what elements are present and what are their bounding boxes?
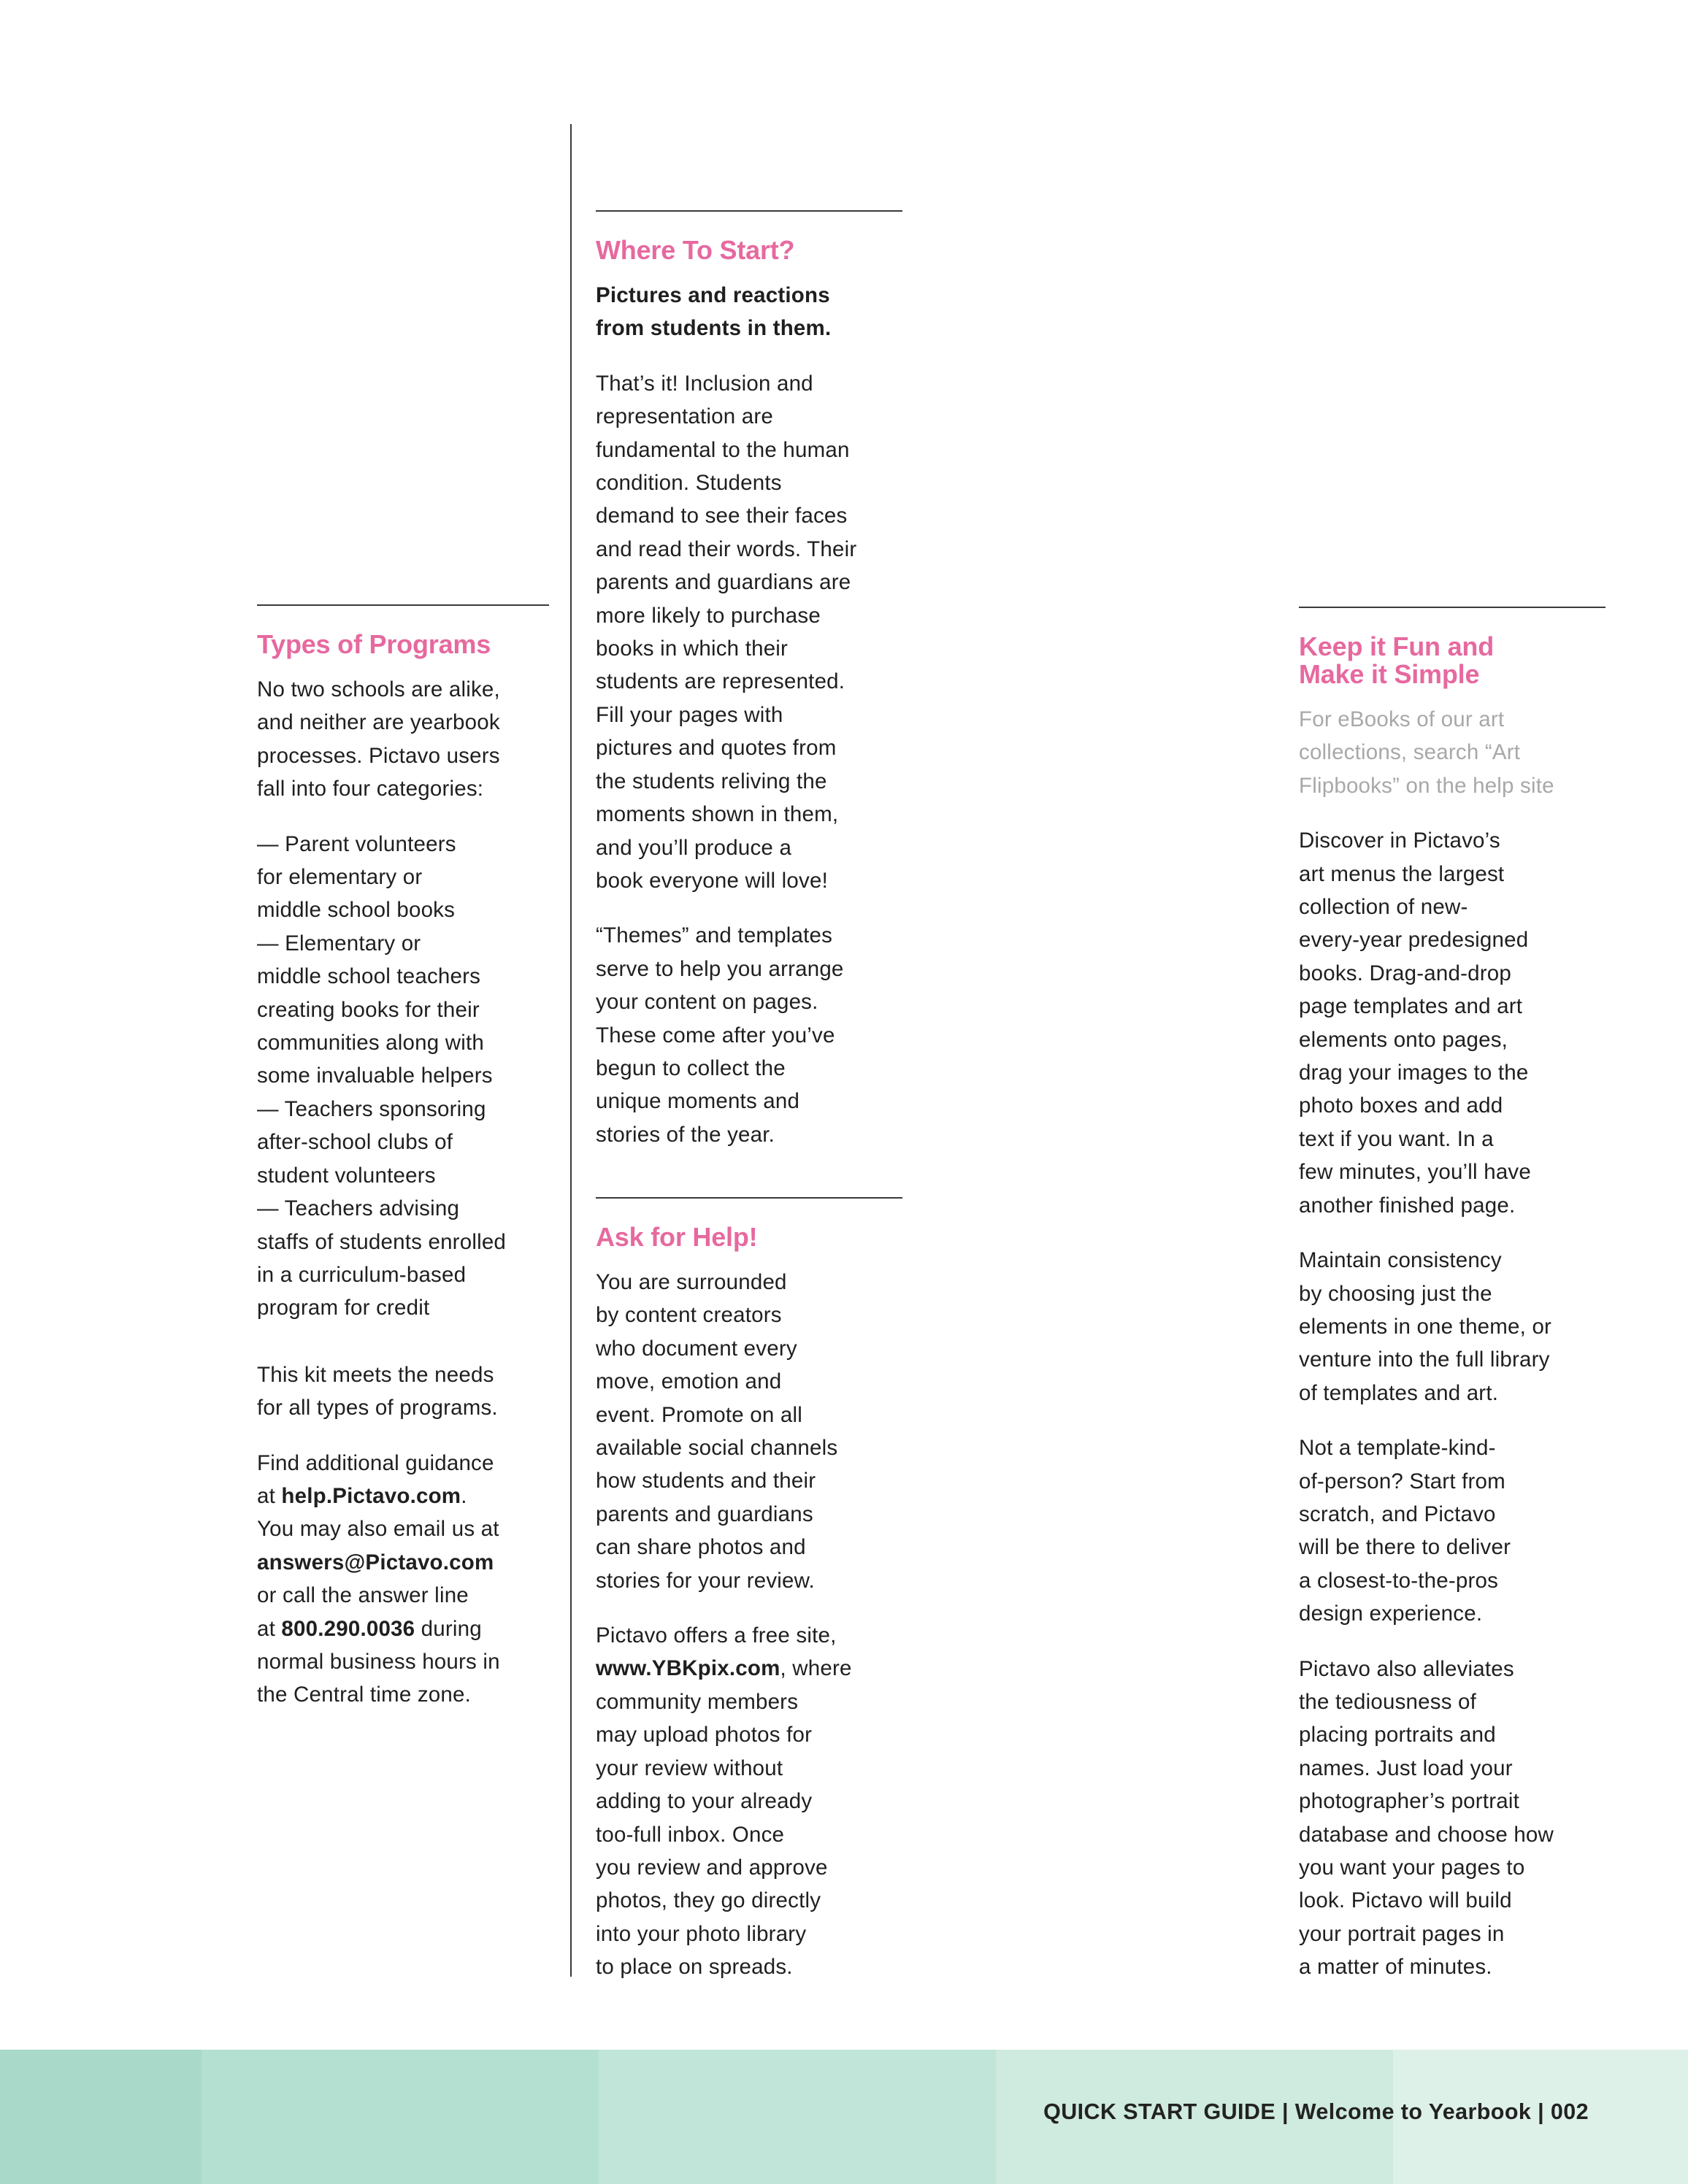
text-line: photographer’s portrait — [1299, 1789, 1519, 1814]
types-of-programs-section — [257, 604, 549, 1734]
contact-line: normal business hours in — [257, 1649, 500, 1674]
text-line: another finished page. — [1299, 1193, 1516, 1218]
text-line: photos, they go directly — [596, 1888, 821, 1913]
text-line: collection of new- — [1299, 895, 1468, 920]
text-line: community members — [596, 1689, 799, 1714]
text-line: design experience. — [1299, 1602, 1483, 1626]
ybkpix-rest — [596, 1685, 902, 1984]
text-line: fall into four categories: — [257, 777, 484, 801]
kit-paragraph — [257, 1358, 549, 1425]
text-line: names. Just load your — [1299, 1756, 1513, 1780]
themes-paragraph — [596, 919, 902, 1151]
text-line: event. Promote on all — [596, 1402, 802, 1427]
text-line: “Themes” and templates — [596, 923, 833, 948]
text-line: a closest-to-the-pros — [1299, 1568, 1499, 1593]
art-menus-paragraph — [1299, 824, 1605, 1222]
text-line: will be there to deliver — [1299, 1535, 1511, 1560]
contact-line — [257, 1546, 549, 1579]
text-line: books. Drag-and-drop — [1299, 961, 1511, 985]
text-line: may upload photos for — [596, 1723, 813, 1747]
text-line: — Elementary or — [257, 931, 421, 956]
text-line: for elementary or — [257, 865, 423, 890]
text-line: staffs of students enrolled — [257, 1229, 507, 1254]
text-line: your content on pages. — [596, 990, 818, 1015]
footer-page-label: QUICK START GUIDE | Welcome to Yearbook | 002 — [1043, 2099, 1589, 2124]
text-line: art menus the largest — [1299, 861, 1505, 886]
text-line: That’s it! Inclusion and — [596, 371, 813, 396]
phone-number[interactable]: 800.290.0036 — [281, 1616, 415, 1641]
text-line: who document every — [596, 1336, 797, 1361]
text-line: Pictavo also alleviates — [1299, 1656, 1514, 1681]
text-line: processes. Pictavo users — [257, 743, 500, 768]
scratch-paragraph — [1299, 1431, 1605, 1630]
text-line: in a curriculum-based — [257, 1262, 467, 1287]
text-line: program for credit — [257, 1296, 430, 1320]
text-line: available social channels — [596, 1436, 838, 1461]
text-line: the tediousness of — [1299, 1689, 1477, 1714]
keep-it-fun-section — [1299, 607, 1605, 2006]
text-line: placing portraits and — [1299, 1723, 1496, 1747]
heading-line: Keep it Fun and — [1299, 631, 1495, 661]
keep-it-fun-heading — [1299, 633, 1605, 688]
where-to-start-section — [596, 210, 902, 1173]
text-line: unique moments and — [596, 1089, 800, 1114]
text-line: moments shown in them, — [596, 802, 839, 827]
content-creators-paragraph — [596, 1266, 902, 1597]
contact-paragraph — [257, 1447, 549, 1712]
text-line: to place on spreads. — [596, 1955, 793, 1980]
text-line: book everyone will love! — [596, 868, 828, 893]
text-line: after-school clubs of — [257, 1130, 453, 1155]
text-line: No two schools are alike, — [257, 677, 500, 701]
text-line: — Teachers sponsoring — [257, 1096, 486, 1121]
text-line: scratch, and Pictavo — [1299, 1502, 1496, 1526]
text-line: text if you want. In a — [1299, 1126, 1494, 1151]
text-line: This kit meets the needs — [257, 1362, 494, 1387]
text-line: few minutes, you’ll have — [1299, 1160, 1531, 1185]
ebooks-note — [1299, 703, 1605, 802]
footer-band — [202, 2050, 599, 2184]
text-line: serve to help you arrange — [596, 956, 844, 981]
text-line: too-full inbox. Once — [596, 1822, 785, 1847]
text-line: into your photo library — [596, 1921, 807, 1946]
footer-band — [599, 2050, 996, 2184]
text-line: For eBooks of our art — [1299, 707, 1505, 731]
text-line: adding to your already — [596, 1789, 813, 1814]
text-line: you want your pages to — [1299, 1856, 1525, 1880]
section-rule — [257, 604, 549, 606]
consistency-paragraph — [1299, 1244, 1605, 1410]
lead-paragraph — [596, 279, 902, 345]
section-rule — [1299, 607, 1605, 608]
text-line: demand to see their faces — [596, 504, 848, 528]
text-line: database and choose how — [1299, 1822, 1554, 1847]
text-line: creating books for their — [257, 997, 480, 1022]
text-line: Discover in Pictavo’s — [1299, 828, 1500, 853]
footer-band — [0, 2050, 202, 2184]
text-line: from students in them. — [596, 316, 832, 341]
column-divider — [570, 124, 572, 1977]
text-line: books in which their — [596, 637, 789, 661]
text-line: your portrait pages in — [1299, 1921, 1505, 1946]
text-line: a matter of minutes. — [1299, 1955, 1492, 1980]
contact-line: Find additional guidance — [257, 1450, 494, 1475]
text-line: Pictures and reactions — [596, 283, 830, 307]
text-line: by choosing just the — [1299, 1281, 1492, 1306]
text-line: by content creators — [596, 1303, 782, 1328]
text-line: middle school teachers — [257, 964, 481, 989]
text-line: Maintain consistency — [1299, 1248, 1502, 1273]
text-line: your review without — [596, 1756, 783, 1780]
text-line: — Parent volunteers — [257, 831, 456, 856]
contact-line: or call the answer line — [257, 1583, 469, 1608]
contact-line: at help.Pictavo.com. — [257, 1483, 467, 1508]
text-line: communities along with — [257, 1031, 485, 1056]
portraits-paragraph — [1299, 1653, 1605, 1984]
text-line: collections, search “Art — [1299, 740, 1521, 765]
contact-line: the Central time zone. — [257, 1683, 471, 1707]
text-line: representation are — [596, 404, 774, 429]
text-line: page templates and art — [1299, 994, 1523, 1019]
text-line: elements in one theme, or — [1299, 1314, 1552, 1339]
contact-line: at 800.290.0036 during — [257, 1616, 482, 1641]
contact-line: You may also email us at — [257, 1517, 499, 1542]
text-line: fundamental to the human — [596, 437, 850, 462]
text-line: photo boxes and add — [1299, 1093, 1503, 1118]
text-line: some invaluable helpers — [257, 1064, 493, 1088]
text-line: begun to collect the — [596, 1056, 786, 1080]
section-rule — [596, 210, 902, 212]
text-line: stories of the year. — [596, 1122, 775, 1147]
text-line: can share photos and — [596, 1535, 806, 1560]
text-line: stories for your review. — [596, 1568, 815, 1593]
text-line: look. Pictavo will build — [1299, 1888, 1512, 1913]
where-to-start-heading: Where To Start? — [596, 235, 795, 265]
text-line: and you’ll produce a — [596, 835, 792, 860]
text-line: www.YBKpix.com, where — [596, 1656, 852, 1681]
text-line: parents and guardians are — [596, 570, 851, 595]
text-line: pictures and quotes from — [596, 736, 837, 761]
text-line: and neither are yearbook — [257, 710, 500, 735]
text-line: drag your images to the — [1299, 1061, 1529, 1085]
program-categories-list — [257, 828, 549, 1325]
text-line: student volunteers — [257, 1163, 436, 1188]
text-line: of templates and art. — [1299, 1380, 1499, 1405]
text-line: move, emotion and — [596, 1369, 782, 1394]
text-line: students are represented. — [596, 669, 845, 694]
types-of-programs-heading: Types of Programs — [257, 629, 491, 659]
text-line: parents and guardians — [596, 1502, 813, 1526]
text-line: Pictavo offers a free site, — [596, 1623, 837, 1648]
text-line: You are surrounded — [596, 1270, 787, 1294]
text-line: Fill your pages with — [596, 702, 783, 727]
text-line: condition. Students — [596, 471, 782, 496]
text-line: venture into the full library — [1299, 1347, 1550, 1372]
text-line: Flipbooks” on the help site — [1299, 773, 1554, 798]
text-line: elements onto pages, — [1299, 1027, 1508, 1052]
ybkpix-paragraph — [596, 1619, 902, 1983]
text-line: every-year predesigned — [1299, 928, 1529, 953]
ybkpix-link[interactable]: www.YBKpix.com — [596, 1656, 780, 1681]
text-line: for all types of programs. — [257, 1396, 498, 1420]
intro-paragraph — [257, 673, 549, 806]
text-line: — Teachers advising — [257, 1196, 460, 1221]
text-line: how students and their — [596, 1469, 816, 1493]
text-line: and read their words. Their — [596, 537, 857, 561]
heading-line: Make it Simple — [1299, 659, 1480, 689]
text-line: you review and approve — [596, 1855, 828, 1880]
text-line: of-person? Start from — [1299, 1469, 1505, 1493]
section-rule — [596, 1197, 902, 1199]
text-line: Not a template-kind- — [1299, 1436, 1496, 1461]
ask-for-help-section — [596, 1197, 902, 2006]
text-line: the students reliving the — [596, 769, 827, 793]
email-link[interactable]: answers@Pictavo.com — [257, 1550, 494, 1574]
ask-for-help-heading: Ask for Help! — [596, 1222, 758, 1252]
inclusion-paragraph — [596, 367, 902, 898]
text-line: more likely to purchase — [596, 603, 821, 628]
text-line: middle school books — [257, 898, 456, 923]
text-line: These come after you’ve — [596, 1023, 835, 1047]
help-site-link[interactable]: help.Pictavo.com — [281, 1483, 461, 1508]
